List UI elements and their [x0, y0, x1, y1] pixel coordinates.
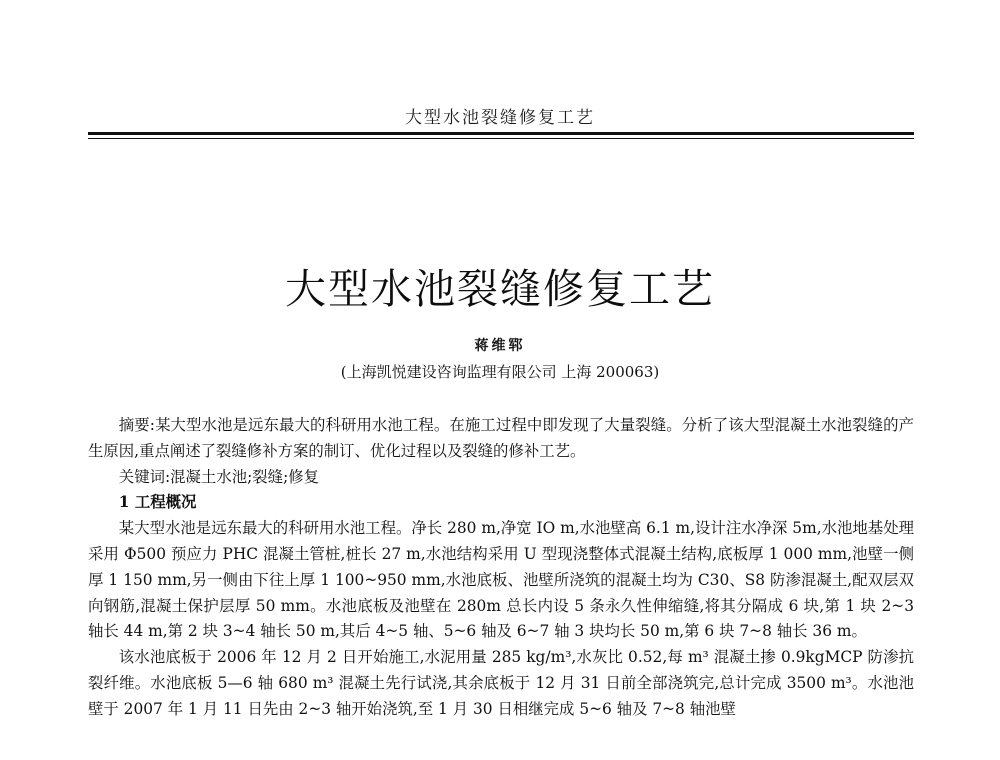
- abstract: 摘要:某大型水池是远东最大的科研用水池工程。在施工过程中即发现了大量裂缝。分析了该大型混凝土水池裂缝的产生原因,重点阐述了裂缝修补方案的制订、优化过程以及裂缝的修补工艺。: [88, 416, 914, 460]
- keywords: 关键词:混凝土水池;裂缝;修复: [118, 467, 320, 486]
- section-heading: 1 工程概况: [118, 493, 197, 512]
- paper-title: 大型水池裂缝修复工艺: [285, 265, 715, 313]
- header-rule-thick: [88, 132, 914, 135]
- affiliation: (上海凯悦建设咨询监理有限公司 上海 200063): [340, 363, 660, 381]
- body-text: [88, 413, 914, 723]
- paragraph: 该水池底板于 2006 年 12 月 2 日开始施工,水泥用量 285 kg/m³,水灰比 0.52,每 m³ 混凝土掺 0.9kgMCP 防渗抗裂纤维。水池底板 5—6 轴 680 m³ 混凝土先行试浇,其余底板于 12 月 31 日前全部浇筑完,总计完成 3500 m³。水池池壁于 2007 年 1 月 11 日先由 2~3 轴开始浇筑,至 1 月 30 日相继完成 5~6 轴及 7~8 轴池壁: [88, 648, 914, 718]
- paragraph: 某大型水池是远东最大的科研用水池工程。净长 280 m,净宽 IO m,水池壁高 6.1 m,设计注水净深 5m,水池地基处理采用 Φ500 预应力 PHC 混凝土管桩,桩长 27 m,水池结构采用 U 型现浇整体式混凝土结构,底板厚 1 000 mm,池壁一侧厚 1 150 mm,另一侧由下往上厚 1 100~950 mm,水池底板、池壁所浇筑的混凝土均为 C30、S8 防渗混凝土,配双层双向钢筋,混凝土保护层厚 50 mm。水池底板及池壁在 280m 总长内设 5 条永久性伸缩缝,将其分隔成 6 块,第 1 块 2~3 轴长 44 m,第 2 块 3~4 轴长 50 m,其后 4~5 轴、5~6 轴及 6~7 轴 3 块均长 50 m,第 6 块 7~8 轴长 36 m。: [88, 519, 914, 641]
- author: 蒋维郓: [474, 338, 526, 354]
- header-rule-thin: [88, 138, 914, 139]
- running-header: 大型水池裂缝修复工艺: [405, 108, 595, 128]
